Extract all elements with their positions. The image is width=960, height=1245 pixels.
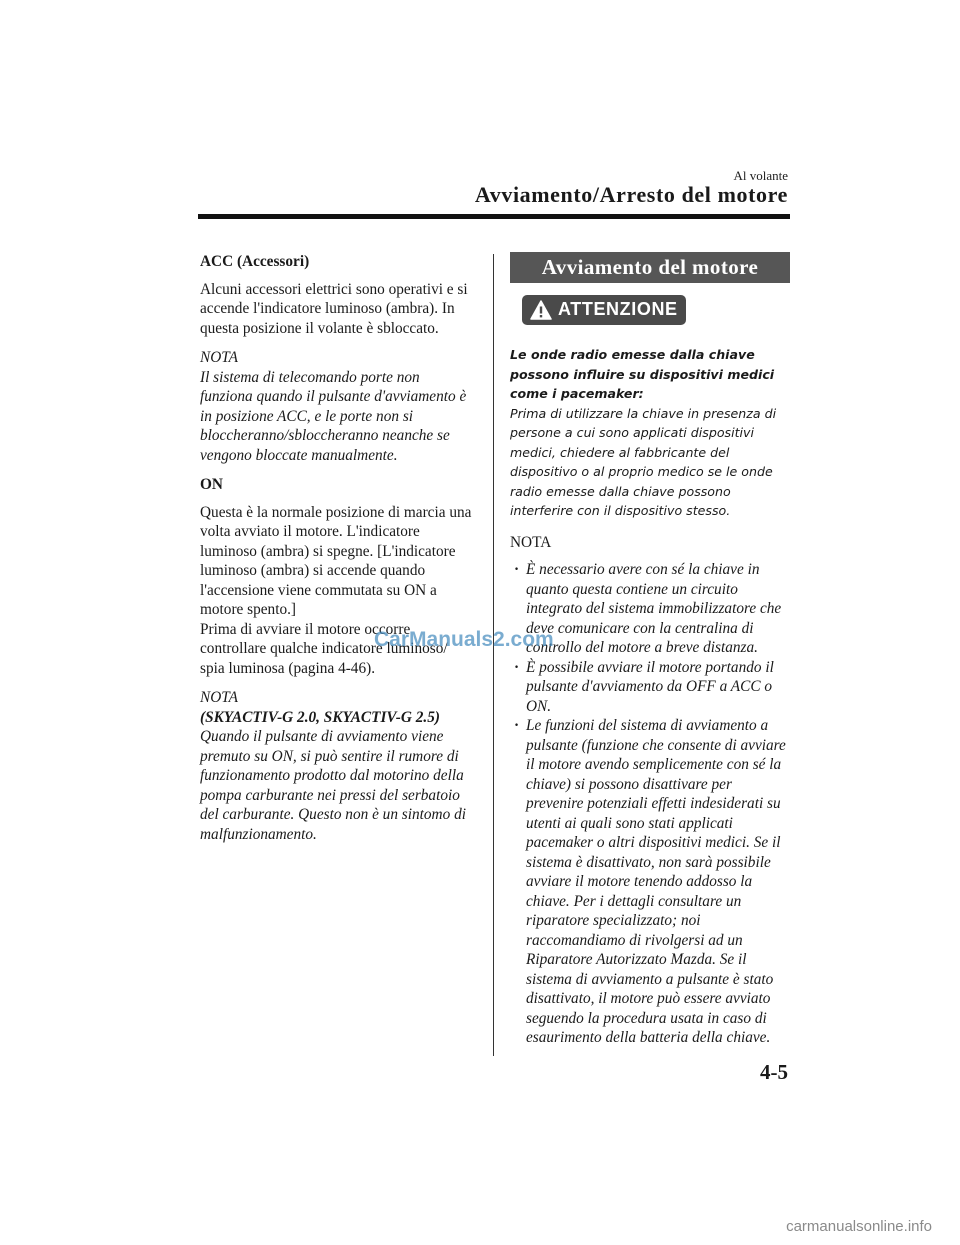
header-section-label: Al volante bbox=[733, 168, 788, 183]
nota-label-2: NOTA bbox=[200, 689, 238, 706]
list-item: · Le funzioni del sistema di avviamento a pulsante (funzione che consente di avviare il motore avendo semplicemente con sé la chiave) si possono disattivare per prevenire potenziali effetti indesiderati su utenti ai quali sono stati applicati pacemaker o altri dispositivi medici. Se il sistema è disattivato, non sarà possibile avviare il motore tenendo addosso la chiave. Per i dettagli consultare un riparatore specializzato; noi raccomandiamo di rivolgersi ad un Riparatore Autorizzato Mazda. Se il sistema di avviamento a pulsante è stato disattivato, il motore può essere avviato seguendo la procedura usata in caso di esaurimento della batteria della chiave. bbox=[510, 716, 790, 1048]
on-paragraph: Questa è la normale posizione di marcia una volta avviato il motore. L'indicatore luminoso (ambra) si spegne. [L'indicatore luminoso (ambra) si accende quando l'accensione viene commutata su ON a motore spento.] bbox=[200, 503, 472, 618]
list-item: · È necessario avere con sé la chiave in quanto questa contiene un circuito integrato del sistema immobilizzatore che deve comunicare con la centralina di controllo del motore a breve distanza. bbox=[510, 560, 790, 658]
page-header-title: Avviamento/Arresto del motore bbox=[474, 182, 788, 207]
nota-label-3: NOTA bbox=[510, 533, 552, 551]
nota-models: (SKYACTIV-G 2.0, SKYACTIV-G 2.5) bbox=[200, 708, 440, 726]
nota-text: Il sistema di telecomando porte non funziona quando il pulsante d'avviamento è in posizione ACC, e le porte non si bloccheranno/sbloccheranno neanche se vengono bloccate manualmente. bbox=[200, 368, 467, 464]
nota-text-2: Quando il pulsante di avviamento viene premuto su ON, si può sentire il rumore di funzionamento prodotto dal motorino della pompa carburante nei pressi del serbatoio del carburante. Questo non è un sintomo di malfunzionamento. bbox=[200, 728, 466, 843]
watermark: CarManuals2.com bbox=[374, 628, 554, 651]
header-rule bbox=[198, 214, 790, 219]
warning-label: ATTENZIONE bbox=[558, 299, 678, 320]
acc-heading: ACC (Accessori) bbox=[200, 253, 310, 270]
acc-paragraph: Alcuni accessori elettrici sono operativi e si accende l'indicatore luminoso (ambra). In questa posizione il volante è sbloccato. bbox=[200, 280, 468, 337]
nota-label: NOTA bbox=[200, 349, 238, 366]
warning-triangle-icon bbox=[530, 300, 552, 320]
section-title-banner: Avviamento del motore bbox=[510, 252, 790, 283]
warning-body: Prima di utilizzare la chiave in presenza di persone a cui sono applicati dispositivi medici, chiedere al fabbricante del dispositivo o al proprio medico se le onde radio emesse dalla chiave possono interferire con il dispositivo stesso. bbox=[510, 405, 777, 518]
footer-site-link[interactable]: carmanualsonline.info bbox=[786, 1218, 932, 1235]
on-heading: ON bbox=[200, 476, 223, 493]
left-column bbox=[200, 252, 472, 854]
column-divider bbox=[493, 254, 494, 1056]
warning-lead: Le onde radio emesse dalla chiave possono influire su dispositivi medici come i pacemaker: bbox=[510, 347, 775, 401]
page-number: 4-5 bbox=[760, 1060, 788, 1084]
on-paragraph-2: Prima di avviare il motore occorre controllare qualche indicatore luminoso/ spia luminosa (pagina 4-46). bbox=[200, 620, 448, 677]
warning-text bbox=[510, 345, 790, 521]
list-item: · È possibile avviare il motore portando il pulsante d'avviamento da OFF a ACC o ON. bbox=[510, 658, 790, 717]
warning-badge bbox=[522, 295, 686, 325]
